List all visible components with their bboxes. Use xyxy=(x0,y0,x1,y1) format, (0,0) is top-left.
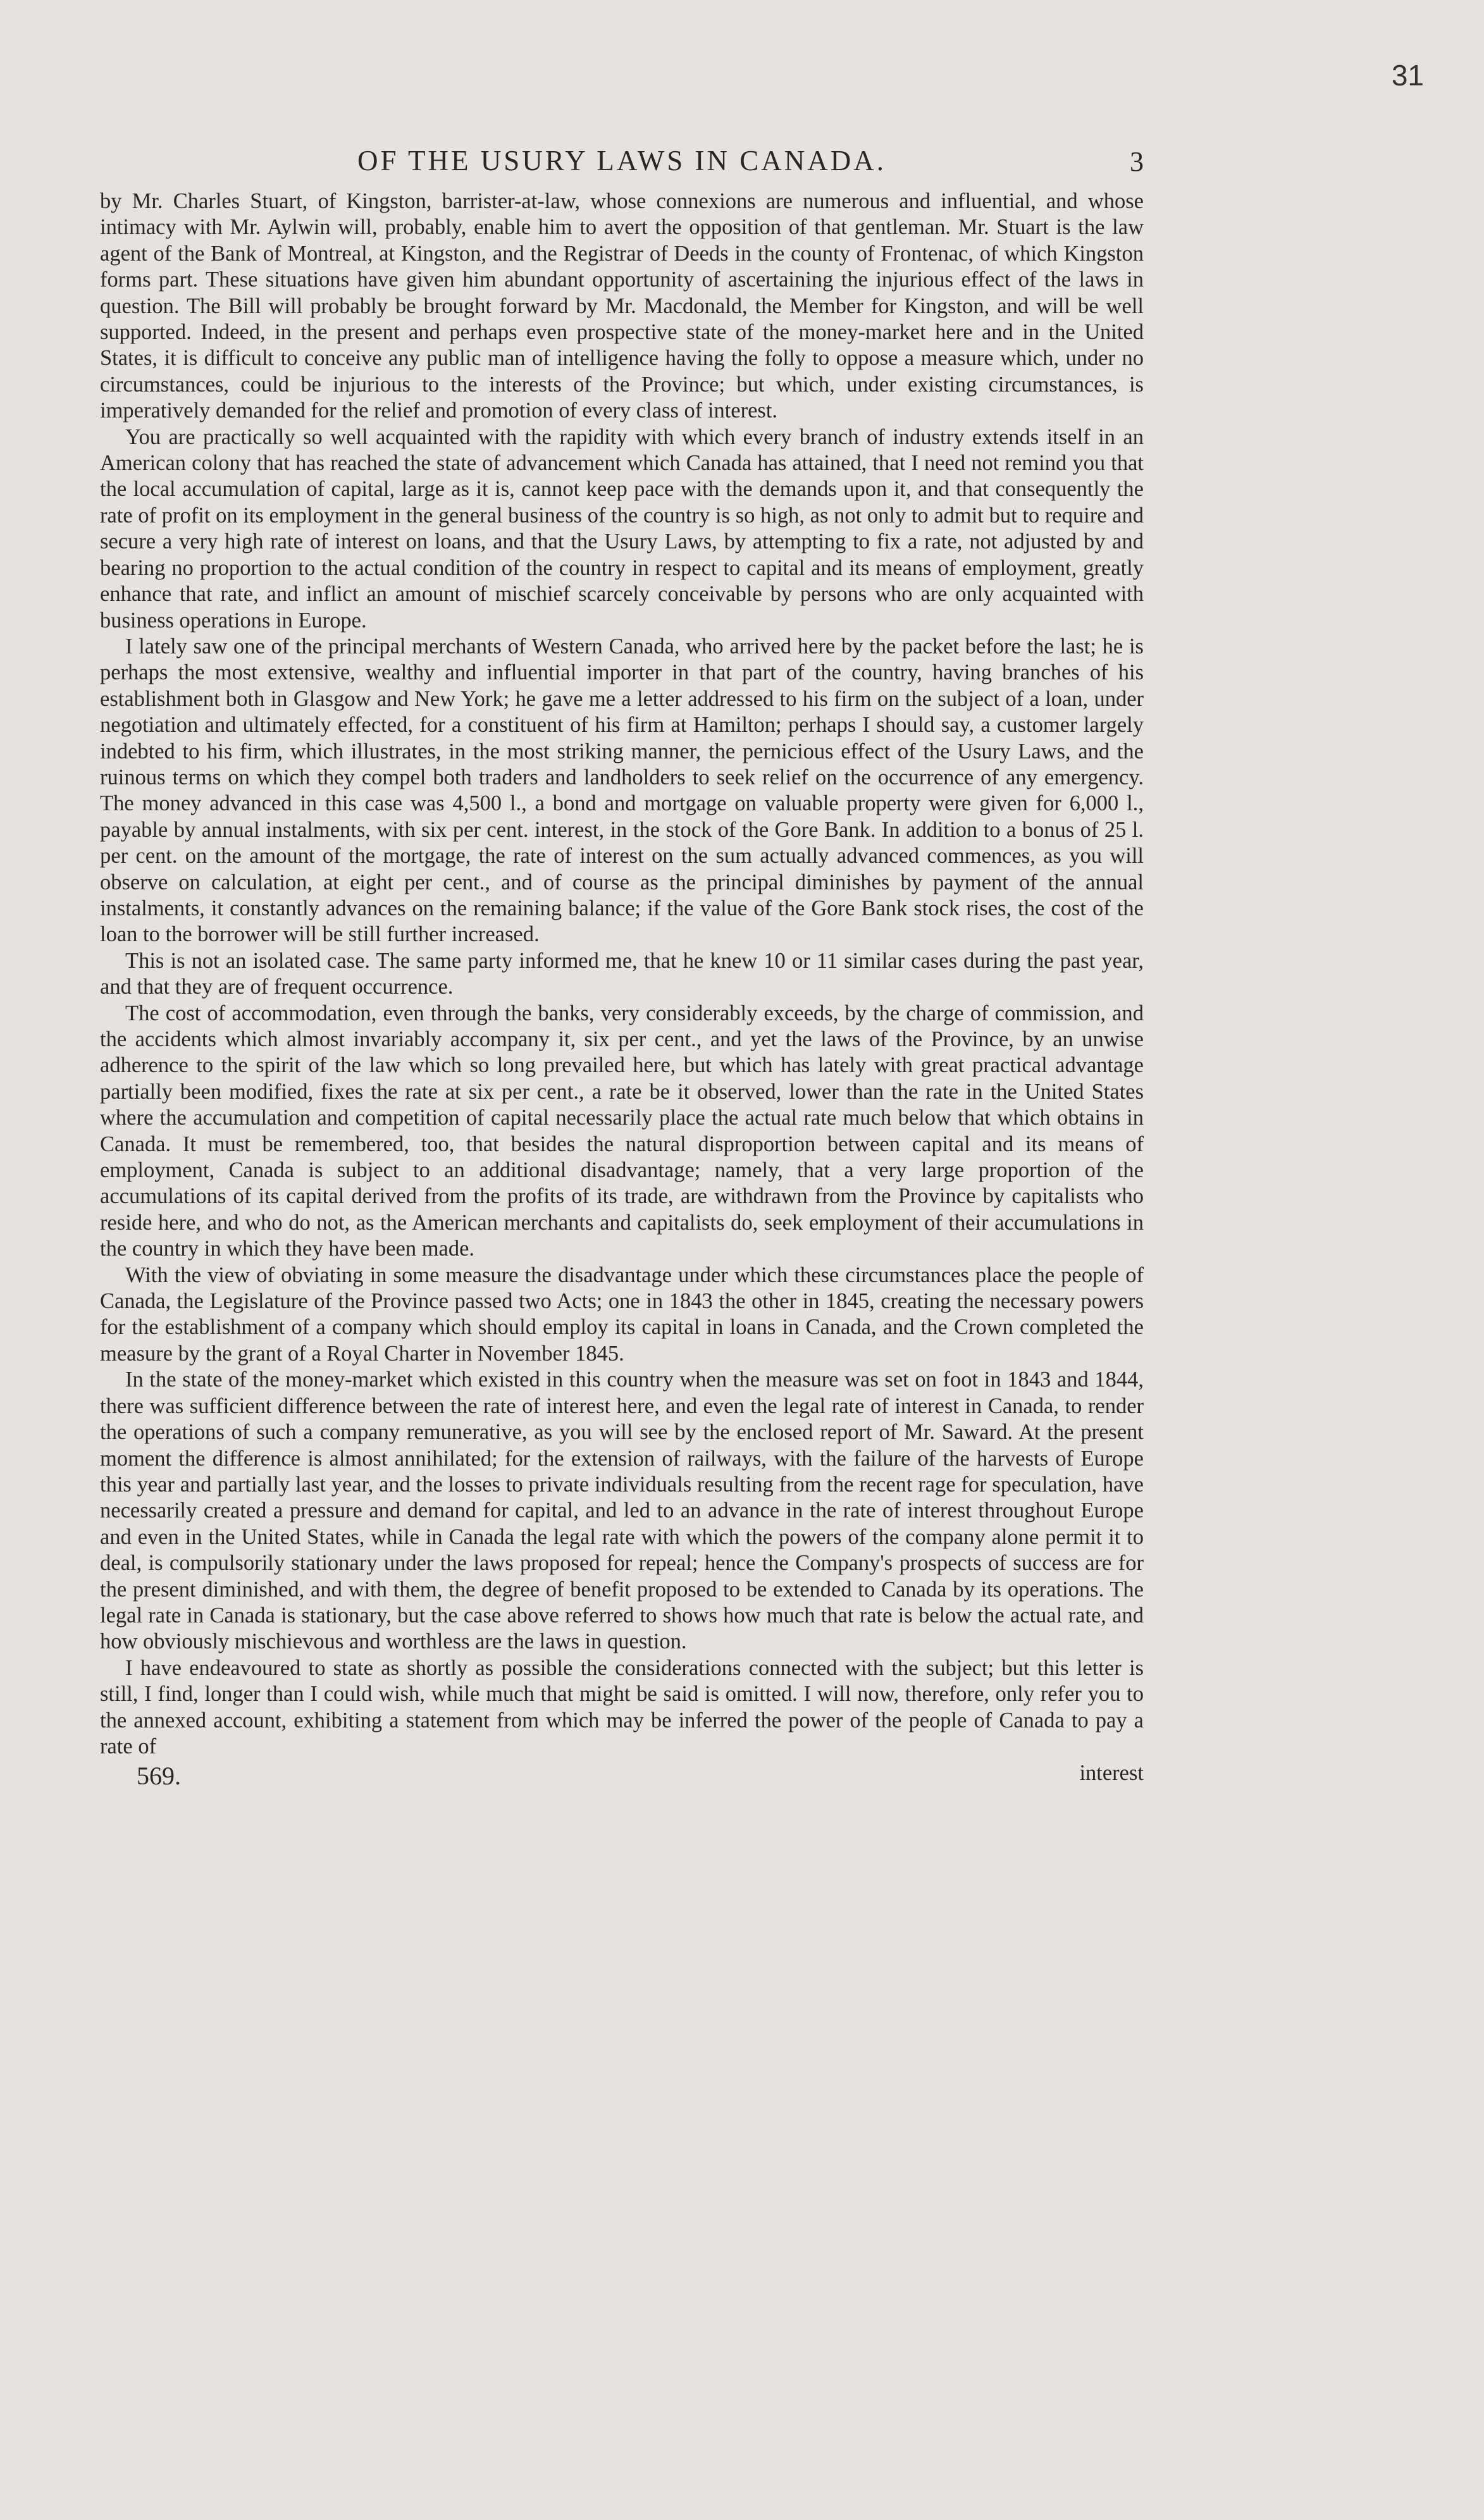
running-title: OF THE USURY LAWS IN CANADA. xyxy=(357,145,886,176)
paragraph: I have endeavoured to state as shortly as possible the considerations connected with the subject; but this letter is still, I find, longer than I could wish, while much that might be said is omitted. I will now, therefore, only refer you to the annexed account, exhibiting a statement from which may be inferred the power of the people of Canada to pay a rate of xyxy=(100,1655,1144,1758)
catchword: interest xyxy=(1079,1761,1144,1786)
paragraph: In the state of the money-market which existed in this country when the measure was set on foot in 1843 and 1844, there was sufficient difference between the rate of interest here, and even the legal rate of interest in Canada, to render the operations of such a company remunerative, as you will see by the enclosed report of Mr. Saward. At the present moment the difference is almost annihilated; for the extension of railways, with the failure of the harvests of Europe this year and partially last year, and the losses to private individuals resulting from the recent rage for speculation, have necessarily created a pressure and demand for capital, and led to an advance in the rate of interest throughout Europe and even in the United States, while in Canada the legal rate with which the powers of the company alone permit it to deal, is compulsorily stationary under the laws proposed for repeal; hence the Company's prospects of success are for the present diminished, and with them, the degree of benefit proposed to be extended to Canada by its operations. The legal rate in Canada is stationary, but the case above referred to shows how much that rate is below the actual rate, and how obviously mischievous and worthless are the laws in question. xyxy=(100,1368,1144,1654)
document-page xyxy=(100,144,1144,1793)
paragraph: I lately saw one of the principal merchants of Western Canada, who arrived here by the packet before the last; he is perhaps the most extensive, wealthy and influential importer in that part of the country, having branches of his establishment both in Glasgow and New York; he gave me a letter addressed to his firm on the subject of a loan, under negotiation and ultimately effected, for a constituent of his firm at Hamilton; perhaps I should say, a customer largely indebted to his firm, which illustrates, in the most striking manner, the pernicious effect of the Usury Laws, and the ruinous terms on which they compel both traders and landholders to seek relief on the occurrence of any emergency. The money advanced in this case was 4,500 l., a bond and mortgage on valuable property were given for 6,000 l., payable by annual instalments, with six per cent. interest, in the stock of the Gore Bank. In addition to a bonus of 25 l. per cent. on the amount of the mortgage, the rate of interest on the sum actually advanced commences, as you will observe on calculation, at eight per cent., and of course as the principal diminishes by payment of the annual instalments, it constantly advances on the remaining balance; if the value of the Gore Bank stock rises, the cost of the loan to the borrower will be still further increased. xyxy=(100,634,1144,947)
running-head xyxy=(100,144,1144,188)
archive-page-number: 31 xyxy=(1391,59,1424,92)
body-text xyxy=(100,188,1144,1760)
page-number: 3 xyxy=(1130,146,1144,177)
signature-mark: 569. xyxy=(137,1762,181,1791)
paragraph: You are practically so well acquainted with the rapidity with which every branch of industry extends itself in an American colony that has reached the state of advancement which Canada has attained, that I need not remind you that the local accumulation of capital, large as it is, cannot keep pace with the demands upon it, and that consequently the rate of profit on its employment in the general business of the country is so high, as not only to admit but to require and secure a very high rate of interest on loans, and that the Usury Laws, by attempting to fix a rate, not adjusted by and bearing no proportion to the actual condition of the country in respect to capital and its means of employment, greatly enhance that rate, and inflict an amount of mischief scarcely conceivable by persons who are only acquainted with business operations in Europe. xyxy=(100,424,1144,633)
page-footer xyxy=(100,1761,1144,1793)
paragraph: The cost of accommodation, even through the banks, very considerably exceeds, by the charge of commission, and the accidents which almost invariably accompany it, six per cent., and yet the laws of the Province, by an unwise adherence to the spirit of the law which so long prevailed here, but which has lately with great practical advantage partially been modified, fixes the rate at six per cent., a rate be it observed, lower than the rate in the United States where the accumulation and competition of capital necessarily place the actual rate much below that which obtains in Canada. It must be remembered, too, that besides the natural disproportion between capital and its means of employment, Canada is subject to an additional disadvantage; namely, that a very large proportion of the accumulations of its capital derived from the profits of its trade, are withdrawn from the Province by capitalists who reside here, and who do not, as the American merchants and capitalists do, seek employment of their accumulations in the country in which they have been made. xyxy=(100,1001,1144,1261)
paragraph: by Mr. Charles Stuart, of Kingston, barrister-at-law, whose connexions are numerous and influential, and whose intimacy with Mr. Aylwin will, probably, enable him to avert the opposition of that gentleman. Mr. Stuart is the law agent of the Bank of Montreal, at Kingston, and the Registrar of Deeds in the county of Frontenac, of which Kingston forms part. These situations have given him abundant opportunity of ascertaining the injurious effect of the laws in question. The Bill will probably be brought forward by Mr. Macdonald, the Member for Kingston, and will be well supported. Indeed, in the present and perhaps even prospective state of the money-market here and in the United States, it is difficult to conceive any public man of intelligence having the folly to oppose a measure which, under no circumstances, could be injurious to the interests of the Province; but which, under existing circumstances, is imperatively demanded for the relief and promotion of every class of interest. xyxy=(100,189,1144,423)
paragraph: This is not an isolated case. The same party informed me, that he knew 10 or 11 similar cases during the past year, and that they are of frequent occurrence. xyxy=(100,948,1144,999)
paragraph: With the view of obviating in some measure the disadvantage under which these circumstances place the people of Canada, the Legislature of the Province passed two Acts; one in 1843 the other in 1845, creating the necessary powers for the establishment of a company which should employ its capital in loans in Canada, and the Crown completed the measure by the grant of a Royal Charter in November 1845. xyxy=(100,1263,1144,1366)
